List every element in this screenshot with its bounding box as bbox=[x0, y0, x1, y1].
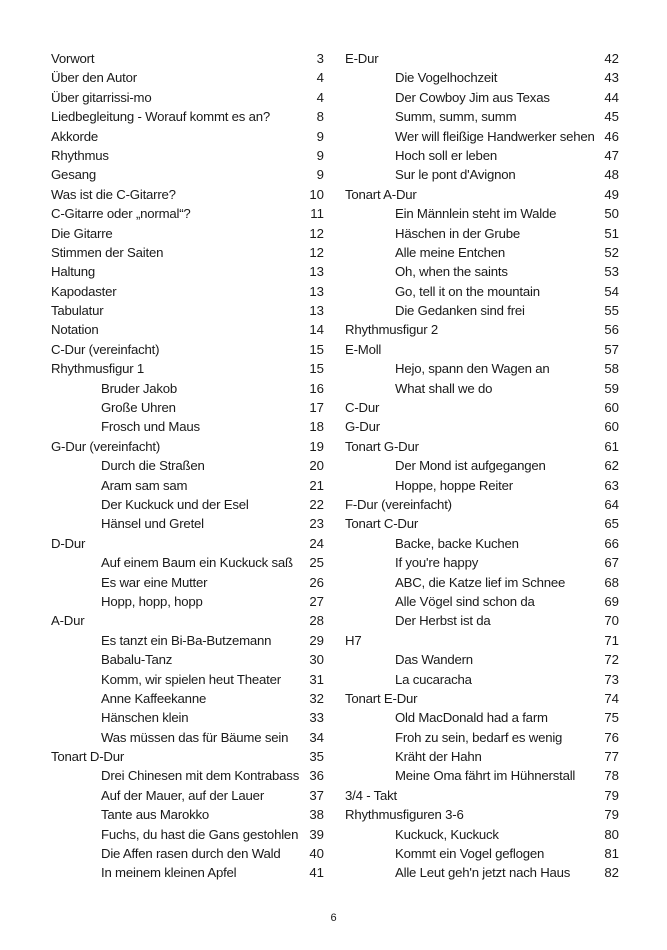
toc-entry-title: Der Kuckuck und der Esel bbox=[101, 496, 249, 512]
toc-song-entry bbox=[345, 107, 619, 126]
toc-entry-title: E-Dur bbox=[345, 51, 379, 66]
toc-entry-title: Notation bbox=[51, 322, 99, 338]
toc-entry-title: Was ist die C-Gitarre? bbox=[51, 186, 176, 202]
toc-column-left bbox=[51, 49, 324, 883]
toc-entry-page: 4 bbox=[316, 89, 324, 105]
toc-song-entry bbox=[345, 766, 619, 785]
toc-entry-title: Babalu-Tanz bbox=[101, 652, 173, 668]
toc-column-right bbox=[345, 49, 619, 883]
toc-song-entry bbox=[51, 805, 324, 824]
toc-entry-page: 9 bbox=[316, 167, 324, 183]
toc-entry-title: Sur le pont d'Avignon bbox=[395, 167, 516, 183]
toc-entry-title: Rhythmusfigur 1 bbox=[51, 361, 145, 377]
toc-entry-page: 24 bbox=[309, 535, 324, 551]
toc-entry-page: 37 bbox=[309, 787, 324, 803]
toc-entry-title: Komm, wir spielen heut Theater bbox=[101, 671, 281, 687]
toc-song-entry bbox=[51, 766, 324, 785]
toc-song-entry bbox=[51, 844, 324, 863]
toc-chapter-entry bbox=[345, 320, 619, 339]
toc-entry-title: Vorwort bbox=[51, 51, 95, 66]
toc-entry-page: 56 bbox=[604, 322, 619, 338]
toc-entry-title: Liedbegleitung - Worauf kommt es an? bbox=[51, 109, 271, 125]
toc-chapter-entry bbox=[345, 417, 619, 436]
toc-entry-page: 42 bbox=[604, 51, 619, 66]
toc-chapter-entry bbox=[345, 437, 619, 456]
toc-entry-title: Hoppe, hoppe Reiter bbox=[395, 477, 513, 493]
toc-entry-page: 69 bbox=[604, 593, 619, 609]
toc-chapter-entry bbox=[51, 437, 324, 456]
toc-entry-title: Oh, when the saints bbox=[395, 264, 508, 280]
toc-entry-title: Gesang bbox=[51, 167, 96, 183]
toc-entry-title: C-Gitarre oder „normal“? bbox=[51, 206, 191, 222]
toc-entry-page: 18 bbox=[309, 419, 324, 435]
toc-entry-page: 75 bbox=[604, 710, 619, 726]
toc-entry-page: 10 bbox=[309, 186, 324, 202]
toc-song-entry bbox=[345, 476, 619, 495]
toc-chapter-entry bbox=[51, 243, 324, 262]
toc-entry-page: 60 bbox=[604, 419, 619, 435]
toc-entry-page: 40 bbox=[309, 846, 324, 862]
toc-song-entry bbox=[345, 68, 619, 87]
toc-entry-title: Kräht der Hahn bbox=[395, 749, 482, 765]
toc-song-entry bbox=[51, 708, 324, 727]
toc-entry-title: In meinem kleinen Apfel bbox=[101, 865, 237, 881]
toc-song-entry bbox=[51, 456, 324, 475]
toc-song-entry bbox=[51, 631, 324, 650]
toc-chapter-entry bbox=[51, 127, 324, 146]
toc-entry-title: H7 bbox=[345, 632, 362, 648]
toc-entry-page: 50 bbox=[604, 206, 619, 222]
toc-entry-page: 78 bbox=[604, 768, 619, 784]
toc-entry-title: Wer will fleißige Handwerker sehen bbox=[395, 128, 595, 144]
toc-entry-page: 65 bbox=[604, 516, 619, 532]
toc-entry-page: 14 bbox=[309, 322, 324, 338]
toc-entry-title: Go, tell it on the mountain bbox=[395, 283, 540, 299]
toc-entry-title: Akkorde bbox=[51, 128, 98, 144]
toc-entry-page: 15 bbox=[309, 341, 324, 357]
toc-entry-title: Kuckuck, Kuckuck bbox=[395, 826, 499, 842]
toc-chapter-entry bbox=[51, 224, 324, 243]
toc-chapter-entry bbox=[345, 49, 619, 68]
toc-song-entry bbox=[345, 282, 619, 301]
toc-entry-title: Über den Autor bbox=[51, 70, 137, 86]
toc-chapter-entry bbox=[51, 282, 324, 301]
toc-entry-page: 19 bbox=[309, 438, 324, 454]
toc-entry-page: 3 bbox=[316, 51, 324, 66]
toc-entry-page: 55 bbox=[604, 303, 619, 319]
toc-entry-title: Die Gitarre bbox=[51, 225, 113, 241]
toc-entry-page: 62 bbox=[604, 458, 619, 474]
toc-entry-title: Old MacDonald had a farm bbox=[395, 710, 548, 726]
toc-entry-title: Meine Oma fährt im Hühnerstall bbox=[395, 768, 576, 784]
toc-entry-page: 17 bbox=[309, 400, 324, 416]
toc-entry-page: 66 bbox=[604, 535, 619, 551]
toc-entry-page: 11 bbox=[310, 206, 324, 222]
toc-entry-page: 31 bbox=[309, 671, 324, 687]
toc-entry-page: 30 bbox=[309, 652, 324, 668]
toc-entry-page: 27 bbox=[309, 593, 324, 609]
toc-entry-title: Bruder Jakob bbox=[101, 380, 178, 396]
toc-entry-page: 15 bbox=[309, 361, 324, 377]
toc-entry-page: 44 bbox=[604, 89, 619, 105]
toc-entry-title: Durch die Straßen bbox=[101, 458, 205, 474]
toc-entry-page: 25 bbox=[309, 555, 324, 571]
toc-chapter-entry bbox=[345, 689, 619, 708]
toc-entry-page: 49 bbox=[604, 186, 619, 202]
toc-entry-page: 80 bbox=[604, 826, 619, 842]
toc-entry-page: 46 bbox=[604, 128, 619, 144]
toc-entry-title: Tonart D-Dur bbox=[51, 749, 125, 765]
toc-entry-page: 8 bbox=[316, 109, 324, 125]
toc-entry-page: 79 bbox=[604, 787, 619, 803]
toc-entry-title: Froh zu sein, bedarf es wenig bbox=[395, 729, 563, 745]
toc-entry-page: 4 bbox=[316, 70, 324, 86]
toc-chapter-entry bbox=[51, 165, 324, 184]
toc-song-entry bbox=[345, 708, 619, 727]
toc-entry-title: A-Dur bbox=[51, 613, 85, 629]
toc-entry-title: Rhythmus bbox=[51, 147, 109, 163]
toc-entry-title: Alle meine Entchen bbox=[395, 244, 506, 260]
toc-entry-title: Rhythmusfigur 2 bbox=[345, 322, 439, 338]
toc-entry-title: Alle Leut geh'n jetzt nach Haus bbox=[395, 865, 571, 881]
toc-song-entry bbox=[51, 863, 324, 882]
toc-entry-title: Rhythmusfiguren 3-6 bbox=[345, 807, 464, 823]
toc-entry-title: Fuchs, du hast die Gans gestohlen bbox=[101, 826, 299, 842]
toc-chapter-entry bbox=[51, 611, 324, 630]
toc-song-entry bbox=[345, 88, 619, 107]
toc-song-entry bbox=[345, 456, 619, 475]
toc-song-entry bbox=[345, 844, 619, 863]
toc-entry-page: 29 bbox=[309, 632, 324, 648]
toc-entry-page: 57 bbox=[604, 341, 619, 357]
toc-entry-page: 77 bbox=[604, 749, 619, 765]
toc-entry-title: Hopp, hopp, hopp bbox=[101, 593, 203, 609]
toc-chapter-entry bbox=[51, 68, 324, 87]
toc-chapter-entry bbox=[51, 204, 324, 223]
toc-entry-page: 34 bbox=[309, 729, 324, 745]
toc-entry-title: D-Dur bbox=[51, 535, 86, 551]
toc-entry-page: 48 bbox=[604, 167, 619, 183]
toc-chapter-entry bbox=[51, 107, 324, 126]
toc-chapter-entry bbox=[345, 514, 619, 533]
toc-song-entry bbox=[345, 573, 619, 592]
toc-chapter-entry bbox=[51, 185, 324, 204]
toc-entry-title: Große Uhren bbox=[101, 400, 176, 416]
toc-entry-title: Alle Vögel sind schon da bbox=[395, 593, 535, 609]
toc-song-entry bbox=[345, 553, 619, 572]
toc-song-entry bbox=[51, 728, 324, 747]
toc-entry-page: 13 bbox=[309, 303, 324, 319]
toc-song-entry bbox=[51, 592, 324, 611]
toc-entry-page: 76 bbox=[604, 729, 619, 745]
toc-entry-page: 16 bbox=[309, 380, 324, 396]
toc-entry-title: Die Gedanken sind frei bbox=[395, 303, 525, 319]
toc-entry-page: 64 bbox=[604, 496, 619, 512]
toc-entry-page: 12 bbox=[309, 244, 324, 260]
toc-entry-title: Die Affen rasen durch den Wald bbox=[101, 846, 281, 862]
toc-entry-page: 28 bbox=[309, 613, 324, 629]
toc-entry-page: 41 bbox=[309, 865, 324, 881]
toc-entry-page: 9 bbox=[316, 147, 324, 163]
toc-entry-title: G-Dur bbox=[345, 419, 380, 435]
toc-entry-title: Tante aus Marokko bbox=[101, 807, 210, 823]
toc-entry-page: 79 bbox=[604, 807, 619, 823]
toc-chapter-entry bbox=[51, 359, 324, 378]
toc-entry-title: Hänsel und Gretel bbox=[101, 516, 204, 532]
toc-entry-page: 45 bbox=[604, 109, 619, 125]
toc-entry-page: 72 bbox=[604, 652, 619, 668]
toc-song-entry bbox=[345, 262, 619, 281]
toc-entry-title: Kapodaster bbox=[51, 283, 117, 299]
toc-entry-title: Häschen in der Grube bbox=[395, 225, 521, 241]
toc-entry-page: 81 bbox=[604, 846, 619, 862]
toc-entry-title: La cucaracha bbox=[395, 671, 472, 687]
toc-entry-page: 70 bbox=[604, 613, 619, 629]
toc-entry-title: Hejo, spann den Wagen an bbox=[395, 361, 550, 377]
toc-entry-page: 32 bbox=[309, 690, 324, 706]
toc-chapter-entry bbox=[345, 398, 619, 417]
toc-song-entry bbox=[345, 728, 619, 747]
toc-entry-title: C-Dur bbox=[345, 400, 380, 416]
toc-entry-title: Der Herbst ist da bbox=[395, 613, 491, 629]
toc-song-entry bbox=[345, 301, 619, 320]
toc-entry-title: Der Cowboy Jim aus Texas bbox=[395, 89, 550, 105]
toc-song-entry bbox=[51, 689, 324, 708]
toc-chapter-entry bbox=[345, 185, 619, 204]
toc-chapter-entry bbox=[345, 631, 619, 650]
page-number: 6 bbox=[330, 912, 337, 924]
toc-entry-page: 35 bbox=[309, 749, 324, 765]
toc-song-entry bbox=[51, 379, 324, 398]
toc-entry-page: 47 bbox=[604, 147, 619, 163]
toc-song-entry bbox=[345, 379, 619, 398]
toc-entry-page: 12 bbox=[309, 225, 324, 241]
toc-chapter-entry bbox=[51, 747, 324, 766]
toc-entry-page: 39 bbox=[309, 826, 324, 842]
toc-song-entry bbox=[345, 611, 619, 630]
toc-chapter-entry bbox=[51, 262, 324, 281]
toc-entry-page: 21 bbox=[309, 477, 324, 493]
toc-entry-title: G-Dur (vereinfacht) bbox=[51, 438, 161, 454]
toc-entry-title: Frosch und Maus bbox=[101, 419, 200, 435]
toc-entry-page: 9 bbox=[316, 128, 324, 144]
toc-entry-title: Auf einem Baum ein Kuckuck saß bbox=[101, 555, 293, 571]
toc-chapter-entry bbox=[345, 495, 619, 514]
toc-chapter-entry bbox=[51, 88, 324, 107]
toc-entry-title: Die Vogelhochzeit bbox=[395, 70, 498, 86]
toc-entry-page: 22 bbox=[309, 496, 324, 512]
toc-song-entry bbox=[345, 359, 619, 378]
toc-song-entry bbox=[51, 398, 324, 417]
toc-song-entry bbox=[345, 670, 619, 689]
toc-entry-title: Summ, summ, summ bbox=[395, 109, 517, 125]
toc-song-entry bbox=[51, 786, 324, 805]
toc-entry-title: Hänschen klein bbox=[101, 710, 189, 726]
toc-chapter-entry bbox=[51, 320, 324, 339]
toc-song-entry bbox=[51, 476, 324, 495]
toc-entry-title: F-Dur (vereinfacht) bbox=[345, 496, 452, 512]
toc-song-entry bbox=[51, 573, 324, 592]
toc-entry-title: Haltung bbox=[51, 264, 96, 280]
toc-entry-title: C-Dur (vereinfacht) bbox=[51, 341, 160, 357]
toc-entry-page: 73 bbox=[604, 671, 619, 687]
toc-entry-title: Tabulatur bbox=[51, 303, 104, 319]
toc-chapter-entry bbox=[51, 301, 324, 320]
toc-entry-page: 23 bbox=[309, 516, 324, 532]
toc-entry-title: ABC, die Katze lief im Schnee bbox=[395, 574, 566, 590]
toc-entry-title: Anne Kaffeekanne bbox=[101, 690, 207, 706]
toc-entry-title: If you're happy bbox=[395, 555, 479, 571]
toc-entry-title: Über gitarrissi-mo bbox=[51, 89, 152, 105]
toc-song-entry bbox=[345, 204, 619, 223]
toc-song-entry bbox=[51, 514, 324, 533]
toc-entry-title: Stimmen der Saiten bbox=[51, 244, 164, 260]
toc-song-entry bbox=[51, 417, 324, 436]
toc-entry-page: 63 bbox=[604, 477, 619, 493]
toc-entry-title: Was müssen das für Bäume sein bbox=[101, 729, 289, 745]
toc-entry-page: 61 bbox=[604, 438, 619, 454]
toc-chapter-entry bbox=[51, 340, 324, 359]
toc-entry-title: E-Moll bbox=[345, 341, 382, 357]
toc-entry-title: Backe, backe Kuchen bbox=[395, 535, 519, 551]
toc-entry-title: Tonart G-Dur bbox=[345, 438, 419, 454]
toc-entry-title: Tonart E-Dur bbox=[345, 690, 418, 706]
toc-chapter-entry bbox=[51, 146, 324, 165]
toc-song-entry bbox=[345, 747, 619, 766]
toc-entry-page: 52 bbox=[604, 244, 619, 260]
toc-song-entry bbox=[51, 825, 324, 844]
toc-song-entry bbox=[345, 146, 619, 165]
toc-entry-page: 67 bbox=[604, 555, 619, 571]
toc-entry-page: 68 bbox=[604, 574, 619, 590]
toc-entry-title: Es tanzt ein Bi-Ba-Butzemann bbox=[101, 632, 272, 648]
toc-entry-page: 59 bbox=[604, 380, 619, 396]
toc-song-entry bbox=[51, 650, 324, 669]
toc-entry-title: Tonart C-Dur bbox=[345, 516, 419, 532]
toc-entry-title: Auf der Mauer, auf der Lauer bbox=[101, 787, 265, 803]
toc-chapter-entry bbox=[345, 805, 619, 824]
toc-entry-title: What shall we do bbox=[395, 380, 493, 396]
toc-entry-page: 82 bbox=[604, 865, 619, 881]
toc-song-entry bbox=[345, 863, 619, 882]
toc-entry-page: 13 bbox=[309, 283, 324, 299]
toc-chapter-entry bbox=[345, 786, 619, 805]
toc-chapter-entry bbox=[51, 49, 324, 68]
toc-song-entry bbox=[51, 670, 324, 689]
toc-entry-page: 20 bbox=[309, 458, 324, 474]
toc-entry-title: 3/4 - Takt bbox=[345, 787, 397, 803]
toc-chapter-entry bbox=[51, 534, 324, 553]
toc-entry-title: Tonart A-Dur bbox=[345, 186, 417, 202]
toc-entry-title: Es war eine Mutter bbox=[101, 574, 208, 590]
toc-song-entry bbox=[51, 553, 324, 572]
toc-entry-page: 38 bbox=[309, 807, 324, 823]
toc-song-entry bbox=[345, 534, 619, 553]
toc-entry-page: 71 bbox=[604, 632, 619, 648]
toc-song-entry bbox=[345, 224, 619, 243]
toc-entry-page: 36 bbox=[309, 768, 324, 784]
toc-song-entry bbox=[345, 825, 619, 844]
toc-entry-title: Drei Chinesen mit dem Kontrabass bbox=[101, 768, 300, 784]
toc-entry-page: 58 bbox=[604, 361, 619, 377]
toc-entry-page: 13 bbox=[309, 264, 324, 280]
toc-entry-title: Kommt ein Vogel geflogen bbox=[395, 846, 545, 862]
toc-entry-page: 74 bbox=[604, 690, 619, 706]
toc-entry-title: Der Mond ist aufgegangen bbox=[395, 458, 546, 474]
toc-entry-page: 54 bbox=[604, 283, 619, 299]
toc-song-entry bbox=[345, 650, 619, 669]
toc-entry-page: 26 bbox=[309, 574, 324, 590]
toc-song-entry bbox=[345, 165, 619, 184]
toc-song-entry bbox=[345, 592, 619, 611]
toc-entry-page: 33 bbox=[309, 710, 324, 726]
toc-entry-title: Ein Männlein steht im Walde bbox=[395, 206, 557, 222]
toc-entry-page: 51 bbox=[604, 225, 619, 241]
toc-chapter-entry bbox=[345, 340, 619, 359]
toc-entry-title: Hoch soll er leben bbox=[395, 147, 497, 163]
toc-song-entry bbox=[345, 243, 619, 262]
toc-entry-page: 43 bbox=[604, 70, 619, 86]
toc-entry-page: 60 bbox=[604, 400, 619, 416]
toc-entry-page: 53 bbox=[604, 264, 619, 280]
toc-song-entry bbox=[345, 127, 619, 146]
toc-entry-title: Aram sam sam bbox=[101, 477, 188, 493]
toc-entry-title: Das Wandern bbox=[395, 652, 473, 668]
toc-song-entry bbox=[51, 495, 324, 514]
